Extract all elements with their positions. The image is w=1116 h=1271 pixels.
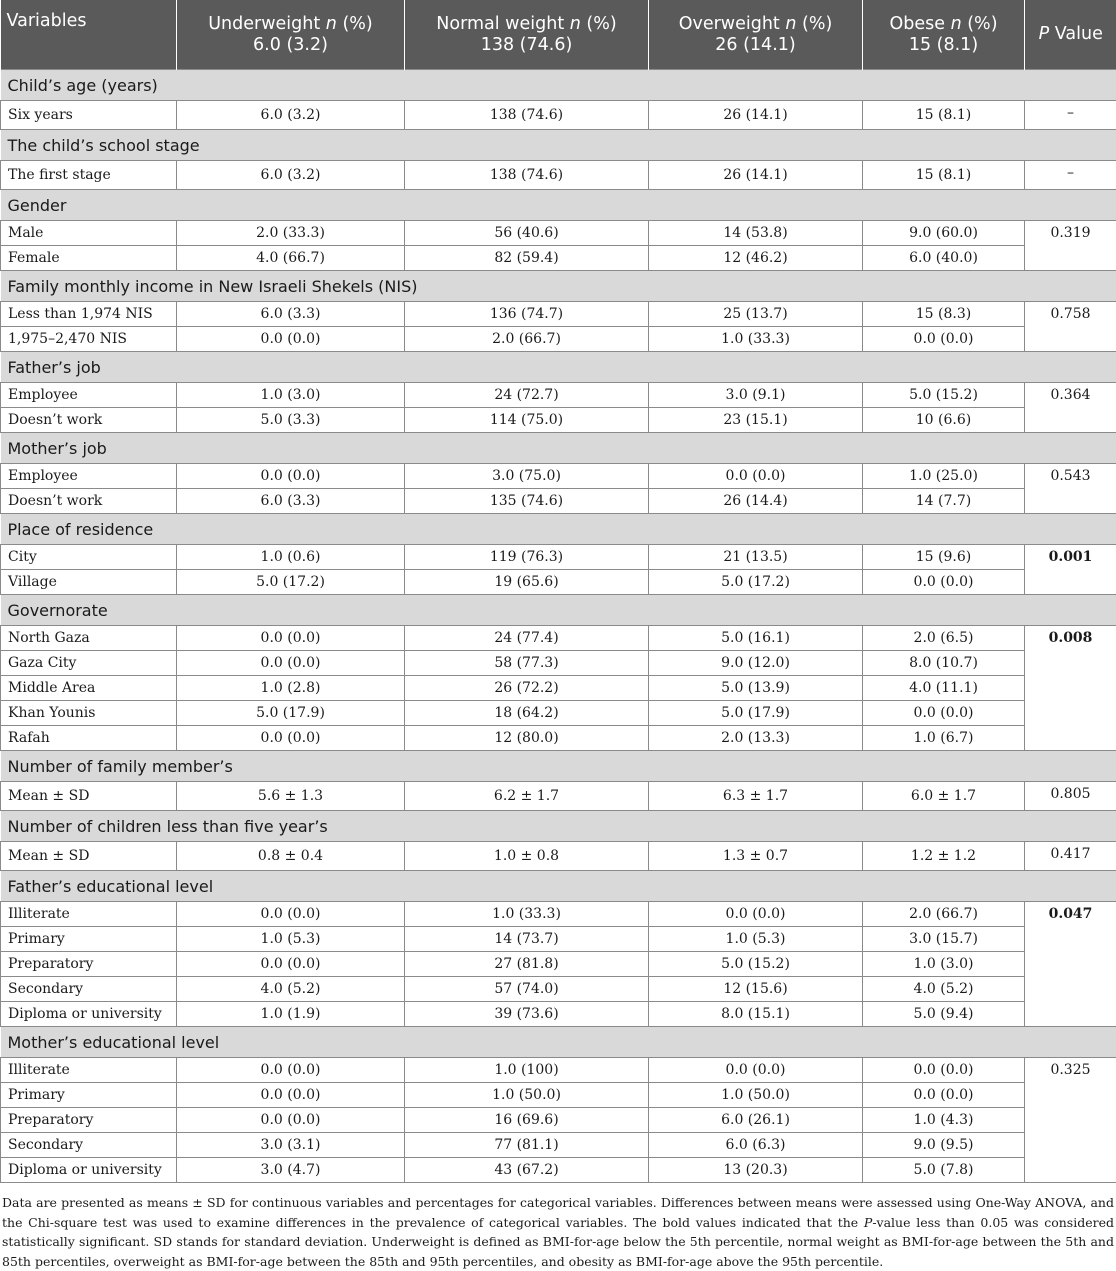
header-variables: Variables	[1, 0, 177, 70]
normal-weight-cell: 138 (74.6)	[405, 101, 649, 130]
table-row	[1, 651, 1116, 676]
section-title: Family monthly income in New Israeli Shekels (NIS)	[1, 271, 1116, 302]
overweight-cell: 1.3 ± 0.7	[649, 842, 863, 871]
header-normal-label: Normal weight n (%)	[436, 14, 616, 34]
overweight-cell: 8.0 (15.1)	[649, 1002, 863, 1027]
overweight-cell: 6.3 ± 1.7	[649, 782, 863, 811]
table-row	[1, 161, 1116, 190]
header-normal-total: 138 (74.6)	[481, 35, 573, 55]
obese-cell: 3.0 (15.7)	[863, 927, 1025, 952]
table-row	[1, 902, 1116, 927]
overweight-cell: 21 (13.5)	[649, 545, 863, 570]
header-obese-label: Obese n (%)	[889, 14, 997, 34]
obese-cell: 10 (6.6)	[863, 408, 1025, 433]
row-label: Illiterate	[1, 1058, 177, 1083]
row-label: Female	[1, 246, 177, 271]
row-label: 1,975–2,470 NIS	[1, 327, 177, 352]
obese-cell: 1.0 (4.3)	[863, 1108, 1025, 1133]
normal-weight-cell: 77 (81.1)	[405, 1133, 649, 1158]
table-row	[1, 952, 1116, 977]
row-label: Illiterate	[1, 902, 177, 927]
overweight-cell: 5.0 (17.9)	[649, 701, 863, 726]
obese-cell: 15 (8.1)	[863, 101, 1025, 130]
normal-weight-cell: 18 (64.2)	[405, 701, 649, 726]
overweight-cell: 14 (53.8)	[649, 221, 863, 246]
row-label: Diploma or university	[1, 1002, 177, 1027]
normal-weight-cell: 114 (75.0)	[405, 408, 649, 433]
table-row	[1, 327, 1116, 352]
obese-cell: 6.0 ± 1.7	[863, 782, 1025, 811]
normal-weight-cell: 58 (77.3)	[405, 651, 649, 676]
row-label: Male	[1, 221, 177, 246]
underweight-cell: 6.0 (3.3)	[177, 489, 405, 514]
underweight-cell: 1.0 (5.3)	[177, 927, 405, 952]
normal-weight-cell: 24 (77.4)	[405, 626, 649, 651]
row-label: Mean ± SD	[1, 842, 177, 871]
obese-cell: 5.0 (15.2)	[863, 383, 1025, 408]
section-row	[1, 352, 1116, 383]
obese-cell: 14 (7.7)	[863, 489, 1025, 514]
overweight-cell: 5.0 (17.2)	[649, 570, 863, 595]
obese-cell: 4.0 (5.2)	[863, 977, 1025, 1002]
table-row	[1, 408, 1116, 433]
underweight-cell: 5.0 (17.2)	[177, 570, 405, 595]
overweight-cell: 2.0 (13.3)	[649, 726, 863, 751]
row-label: Six years	[1, 101, 177, 130]
header-obese-total: 15 (8.1)	[909, 35, 978, 55]
section-title: Place of residence	[1, 514, 1116, 545]
header-obese	[863, 0, 1025, 70]
table-row	[1, 246, 1116, 271]
header-overweight-label: Overweight n (%)	[679, 14, 833, 34]
underweight-cell: 0.8 ± 0.4	[177, 842, 405, 871]
normal-weight-cell: 27 (81.8)	[405, 952, 649, 977]
overweight-cell: 0.0 (0.0)	[649, 464, 863, 489]
obese-cell: 2.0 (66.7)	[863, 902, 1025, 927]
section-title: Number of children less than five year’s	[1, 811, 1116, 842]
table-row	[1, 927, 1116, 952]
underweight-cell: 0.0 (0.0)	[177, 464, 405, 489]
row-label: Doesn’t work	[1, 489, 177, 514]
normal-weight-cell: 56 (40.6)	[405, 221, 649, 246]
normal-weight-cell: 1.0 (50.0)	[405, 1083, 649, 1108]
header-underweight-label: Underweight n (%)	[208, 14, 373, 34]
section-title: Governorate	[1, 595, 1116, 626]
table-row	[1, 101, 1116, 130]
overweight-cell: 12 (46.2)	[649, 246, 863, 271]
row-label: Middle Area	[1, 676, 177, 701]
table-row	[1, 1133, 1116, 1158]
table-row	[1, 489, 1116, 514]
table-row	[1, 676, 1116, 701]
underweight-cell: 6.0 (3.3)	[177, 302, 405, 327]
section-title: The child’s school stage	[1, 130, 1116, 161]
underweight-cell: 0.0 (0.0)	[177, 902, 405, 927]
obese-cell: 1.0 (6.7)	[863, 726, 1025, 751]
row-label: North Gaza	[1, 626, 177, 651]
table-row	[1, 1158, 1116, 1183]
obese-cell: 9.0 (9.5)	[863, 1133, 1025, 1158]
p-value-cell: 0.319	[1025, 221, 1116, 271]
normal-weight-cell: 138 (74.6)	[405, 161, 649, 190]
row-label: Secondary	[1, 1133, 177, 1158]
p-value-cell: 0.008	[1025, 626, 1116, 751]
p-value-cell: –	[1025, 161, 1116, 190]
normal-weight-cell: 1.0 (33.3)	[405, 902, 649, 927]
obese-cell: 8.0 (10.7)	[863, 651, 1025, 676]
overweight-cell: 26 (14.1)	[649, 101, 863, 130]
underweight-cell: 2.0 (33.3)	[177, 221, 405, 246]
obese-cell: 4.0 (11.1)	[863, 676, 1025, 701]
obese-cell: 0.0 (0.0)	[863, 570, 1025, 595]
obese-cell: 0.0 (0.0)	[863, 1083, 1025, 1108]
p-value-cell: 0.325	[1025, 1058, 1116, 1183]
underweight-cell: 1.0 (0.6)	[177, 545, 405, 570]
table-row	[1, 1002, 1116, 1027]
underweight-cell: 5.0 (17.9)	[177, 701, 405, 726]
overweight-cell: 5.0 (13.9)	[649, 676, 863, 701]
header-normal-weight	[405, 0, 649, 70]
row-label: Primary	[1, 927, 177, 952]
header-overweight	[649, 0, 863, 70]
obese-cell: 0.0 (0.0)	[863, 701, 1025, 726]
obese-cell: 1.0 (25.0)	[863, 464, 1025, 489]
header-overweight-total: 26 (14.1)	[715, 35, 795, 55]
p-value-cell: 0.364	[1025, 383, 1116, 433]
section-row	[1, 271, 1116, 302]
overweight-cell: 25 (13.7)	[649, 302, 863, 327]
table-row	[1, 1058, 1116, 1083]
table-row	[1, 302, 1116, 327]
section-title: Mother’s job	[1, 433, 1116, 464]
section-title: Father’s job	[1, 352, 1116, 383]
table-row	[1, 464, 1116, 489]
normal-weight-cell: 26 (72.2)	[405, 676, 649, 701]
p-value-cell: 0.805	[1025, 782, 1116, 811]
overweight-cell: 5.0 (15.2)	[649, 952, 863, 977]
overweight-cell: 23 (15.1)	[649, 408, 863, 433]
overweight-cell: 1.0 (33.3)	[649, 327, 863, 352]
normal-weight-cell: 16 (69.6)	[405, 1108, 649, 1133]
row-label: Secondary	[1, 977, 177, 1002]
normal-weight-cell: 1.0 (100)	[405, 1058, 649, 1083]
obese-cell: 5.0 (7.8)	[863, 1158, 1025, 1183]
row-label: Primary	[1, 1083, 177, 1108]
header-underweight	[177, 0, 405, 70]
overweight-cell: 1.0 (50.0)	[649, 1083, 863, 1108]
row-label: Preparatory	[1, 952, 177, 977]
row-label: Diploma or university	[1, 1158, 177, 1183]
obese-cell: 15 (8.3)	[863, 302, 1025, 327]
row-label: Employee	[1, 383, 177, 408]
overweight-cell: 5.0 (16.1)	[649, 626, 863, 651]
section-title: Child’s age (years)	[1, 70, 1116, 101]
obese-cell: 1.2 ± 1.2	[863, 842, 1025, 871]
section-row	[1, 751, 1116, 782]
underweight-cell: 5.6 ± 1.3	[177, 782, 405, 811]
table-row	[1, 545, 1116, 570]
underweight-cell: 6.0 (3.2)	[177, 161, 405, 190]
underweight-cell: 0.0 (0.0)	[177, 726, 405, 751]
row-label: Rafah	[1, 726, 177, 751]
overweight-cell: 6.0 (26.1)	[649, 1108, 863, 1133]
overweight-cell: 26 (14.1)	[649, 161, 863, 190]
normal-weight-cell: 12 (80.0)	[405, 726, 649, 751]
underweight-cell: 0.0 (0.0)	[177, 1083, 405, 1108]
section-title: Gender	[1, 190, 1116, 221]
table-row	[1, 570, 1116, 595]
table-body	[1, 70, 1116, 1183]
section-title: Number of family member’s	[1, 751, 1116, 782]
p-value-cell: 0.047	[1025, 902, 1116, 1027]
normal-weight-cell: 3.0 (75.0)	[405, 464, 649, 489]
row-label: Khan Younis	[1, 701, 177, 726]
obese-cell: 15 (9.6)	[863, 545, 1025, 570]
underweight-cell: 0.0 (0.0)	[177, 327, 405, 352]
obese-cell: 6.0 (40.0)	[863, 246, 1025, 271]
overweight-cell: 13 (20.3)	[649, 1158, 863, 1183]
obese-cell: 1.0 (3.0)	[863, 952, 1025, 977]
underweight-cell: 3.0 (3.1)	[177, 1133, 405, 1158]
overweight-cell: 1.0 (5.3)	[649, 927, 863, 952]
overweight-cell: 0.0 (0.0)	[649, 1058, 863, 1083]
overweight-cell: 6.0 (6.3)	[649, 1133, 863, 1158]
overweight-cell: 0.0 (0.0)	[649, 902, 863, 927]
obese-cell: 2.0 (6.5)	[863, 626, 1025, 651]
underweight-cell: 0.0 (0.0)	[177, 626, 405, 651]
header-p-value: P Value	[1025, 0, 1116, 70]
section-row	[1, 811, 1116, 842]
p-value-cell: 0.417	[1025, 842, 1116, 871]
section-row	[1, 190, 1116, 221]
obese-cell: 15 (8.1)	[863, 161, 1025, 190]
normal-weight-cell: 119 (76.3)	[405, 545, 649, 570]
p-value-cell: –	[1025, 101, 1116, 130]
underweight-cell: 6.0 (3.2)	[177, 101, 405, 130]
normal-weight-cell: 57 (74.0)	[405, 977, 649, 1002]
table-row	[1, 383, 1116, 408]
underweight-cell: 1.0 (3.0)	[177, 383, 405, 408]
underweight-cell: 4.0 (66.7)	[177, 246, 405, 271]
overweight-cell: 3.0 (9.1)	[649, 383, 863, 408]
obese-cell: 9.0 (60.0)	[863, 221, 1025, 246]
section-row	[1, 130, 1116, 161]
table-row	[1, 626, 1116, 651]
table-row	[1, 701, 1116, 726]
section-row	[1, 433, 1116, 464]
section-title: Father’s educational level	[1, 871, 1116, 902]
table-row	[1, 726, 1116, 751]
row-label: Less than 1,974 NIS	[1, 302, 177, 327]
table-row	[1, 1083, 1116, 1108]
row-label: Employee	[1, 464, 177, 489]
obese-cell: 5.0 (9.4)	[863, 1002, 1025, 1027]
section-row	[1, 871, 1116, 902]
underweight-cell: 4.0 (5.2)	[177, 977, 405, 1002]
underweight-cell: 0.0 (0.0)	[177, 651, 405, 676]
table-row	[1, 782, 1116, 811]
row-label: Mean ± SD	[1, 782, 177, 811]
normal-weight-cell: 1.0 ± 0.8	[405, 842, 649, 871]
underweight-cell: 0.0 (0.0)	[177, 952, 405, 977]
header-row	[1, 0, 1116, 70]
normal-weight-cell: 24 (72.7)	[405, 383, 649, 408]
row-label: Doesn’t work	[1, 408, 177, 433]
table-footnote: Data are presented as means ± SD for continuous variables and percentages for categorical variables. Differences between means were assessed using One-Way ANOVA, and the Chi-square test was used to examine differences in the prevalence of categorical variables. The bold values indicated that the P-value less than 0.05 was considered statistically significant. SD stands for standard deviation. Underweight is defined as BMI-for-age below the 5th percentile, normal weight as BMI-for-age between the 5th and 85th percentiles, overweight as BMI-for-age between the 85th and 95th percentiles, and obesity as BMI-for-age above the 95th percentile.	[0, 1183, 1116, 1271]
section-row	[1, 514, 1116, 545]
normal-weight-cell: 43 (67.2)	[405, 1158, 649, 1183]
normal-weight-cell: 6.2 ± 1.7	[405, 782, 649, 811]
row-label: Village	[1, 570, 177, 595]
overweight-cell: 12 (15.6)	[649, 977, 863, 1002]
p-value-cell: 0.543	[1025, 464, 1116, 514]
row-label: Preparatory	[1, 1108, 177, 1133]
p-value-cell: 0.758	[1025, 302, 1116, 352]
row-label: Gaza City	[1, 651, 177, 676]
header-underweight-total: 6.0 (3.2)	[253, 35, 328, 55]
underweight-cell: 1.0 (2.8)	[177, 676, 405, 701]
row-label: City	[1, 545, 177, 570]
normal-weight-cell: 14 (73.7)	[405, 927, 649, 952]
normal-weight-cell: 136 (74.7)	[405, 302, 649, 327]
normal-weight-cell: 39 (73.6)	[405, 1002, 649, 1027]
normal-weight-cell: 2.0 (66.7)	[405, 327, 649, 352]
normal-weight-cell: 135 (74.6)	[405, 489, 649, 514]
section-row	[1, 595, 1116, 626]
section-row	[1, 70, 1116, 101]
underweight-cell: 0.0 (0.0)	[177, 1108, 405, 1133]
underweight-cell: 3.0 (4.7)	[177, 1158, 405, 1183]
underweight-cell: 0.0 (0.0)	[177, 1058, 405, 1083]
overweight-cell: 9.0 (12.0)	[649, 651, 863, 676]
obese-cell: 0.0 (0.0)	[863, 1058, 1025, 1083]
normal-weight-cell: 82 (59.4)	[405, 246, 649, 271]
normal-weight-cell: 19 (65.6)	[405, 570, 649, 595]
table-row	[1, 842, 1116, 871]
table-row	[1, 1108, 1116, 1133]
section-title: Mother’s educational level	[1, 1027, 1116, 1058]
underweight-cell: 1.0 (1.9)	[177, 1002, 405, 1027]
section-row	[1, 1027, 1116, 1058]
table-row	[1, 977, 1116, 1002]
row-label: The first stage	[1, 161, 177, 190]
overweight-cell: 26 (14.4)	[649, 489, 863, 514]
table-row	[1, 221, 1116, 246]
underweight-cell: 5.0 (3.3)	[177, 408, 405, 433]
obese-cell: 0.0 (0.0)	[863, 327, 1025, 352]
p-value-cell: 0.001	[1025, 545, 1116, 595]
